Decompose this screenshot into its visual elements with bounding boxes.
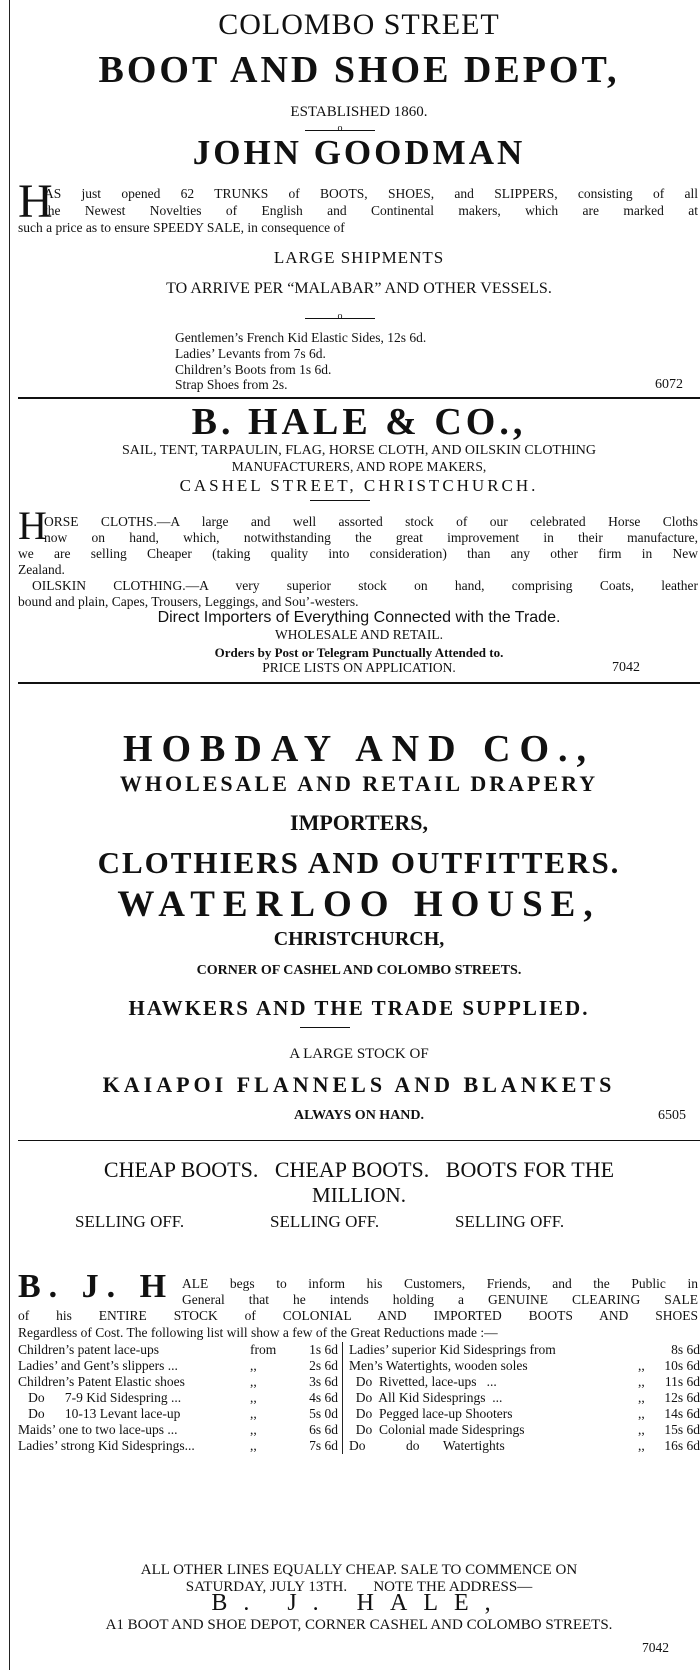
ad3-line-9: KAIAPOI FLANNELS AND BLANKETS: [102, 1072, 616, 1097]
price-marker: ,,: [638, 1406, 645, 1421]
price-marker: ,,: [250, 1374, 257, 1389]
price-item: Do 7-9 Kid Sidespring ...: [18, 1390, 182, 1405]
ad2-horse-line-4: Zealand.: [18, 562, 65, 577]
ad3-line-1: WHOLESALE AND RETAIL DRAPERY: [119, 771, 599, 796]
ad4-intro-line-4: Regardless of Cost. The following list will show a few of the Great Reductions made :—: [18, 1325, 498, 1340]
price-value: 10s 6d: [664, 1358, 700, 1373]
ad4-footer-line-2: SATURDAY, JULY 13TH. NOTE THE ADDRESS—: [185, 1579, 533, 1595]
price-marker: ,,: [638, 1358, 645, 1373]
price-row: [18, 1358, 700, 1374]
price-item: Do Rivetted, lace-ups ...: [349, 1374, 497, 1389]
ad4-footer-line-1: ALL OTHER LINES EQUALLY CHEAP. SALE TO COMMENCE ON: [140, 1562, 578, 1578]
ad4-headline-2: MILLION.: [312, 1183, 406, 1207]
ad2-horse-line-2: now on hand, which, notwithstanding the great improvement in their manufacture,: [44, 530, 698, 545]
ad4-intro-line-3: of his ENTIRE STOCK of COLONIAL AND IMPORTED BOOTS AND SHOES: [18, 1308, 698, 1323]
price-marker: ,,: [638, 1390, 645, 1405]
price-value: 11s 6d: [664, 1374, 700, 1389]
price-row: [18, 1390, 700, 1406]
ad1-large-shipments: LARGE SHIPMENTS: [273, 248, 445, 267]
ad-divider: [18, 1140, 700, 1141]
ad1-body-line-2: the Newest Novelties of English and Continental makers, which are marked at: [44, 203, 698, 218]
price-row: [18, 1406, 700, 1422]
price-item: Children’s Patent Elastic shoes: [18, 1374, 185, 1389]
ad1-proprietor: JOHN GOODMAN: [192, 133, 526, 172]
ad2-title: B. HALE & CO.,: [191, 401, 527, 443]
price-list-table: [18, 1342, 700, 1454]
price-marker: ,,: [638, 1438, 645, 1453]
ad2-horse-line-3: we are selling Cheaper (taking quality into consideration) than any other firm in New: [18, 546, 698, 561]
ad4-name-large: B. J. H: [18, 1268, 175, 1305]
column-border: [9, 0, 10, 1670]
ad2-price-lists: PRICE LISTS ON APPLICATION.: [262, 660, 456, 675]
ad2-horse-line-1: ORSE CLOTHS.—A large and well assorted stock of our celebrated Horse Cloths: [44, 514, 698, 529]
ad3-line-3: CLOTHIERS AND OUTFITTERS.: [97, 845, 621, 880]
price-item: Ladies’ strong Kid Sidesprings...: [18, 1438, 195, 1453]
ad4-signature: B. J. HALE,: [211, 1590, 507, 1616]
price-value: 1s 6d: [280, 1342, 343, 1358]
price-marker: ,,: [250, 1422, 257, 1437]
ad3-line-6: CORNER OF CASHEL AND COLOMBO STREETS.: [196, 963, 522, 978]
ad1-item: Strap Shoes from 2s.: [175, 377, 288, 392]
price-item: Maids’ one to two lace-ups ...: [18, 1422, 178, 1437]
price-value: 7s 6d: [280, 1438, 343, 1454]
ad4-address: A1 BOOT AND SHOE DEPOT, CORNER CASHEL AND COLOMBO STREETS.: [105, 1617, 613, 1633]
price-marker: ,,: [250, 1358, 257, 1373]
ad3-line-5: CHRISTCHURCH,: [273, 928, 445, 950]
price-marker: from: [250, 1342, 277, 1357]
ad1-item: Children’s Boots from 1s 6d.: [175, 362, 332, 377]
ad1-item: Gentlemen’s French Kid Elastic Sides, 12s 6d.: [175, 330, 427, 345]
price-value: 12s 6d: [664, 1390, 700, 1405]
price-item: Men’s Watertights, wooden soles: [349, 1358, 528, 1373]
price-row: [18, 1438, 700, 1454]
ad1-to-arrive: TO ARRIVE PER “MALABAR” AND OTHER VESSELS.: [166, 280, 552, 297]
price-value: 6s 6d: [280, 1422, 343, 1438]
ad1-body-line-1: AS just opened 62 TRUNKS of BOOTS, SHOES, and SLIPPERS, consisting of all: [44, 186, 698, 201]
ad2-line-1: SAIL, TENT, TARPAULIN, FLAG, HORSE CLOTH, AND OILSKIN CLOTHING: [122, 443, 596, 458]
ad3-line-10: ALWAYS ON HAND.: [293, 1108, 425, 1123]
ad1-drop-cap: H: [18, 180, 53, 224]
price-marker: ,,: [250, 1406, 257, 1421]
price-marker: [638, 1342, 658, 1358]
ad-divider: [18, 682, 700, 684]
price-value: 2s 6d: [280, 1358, 343, 1374]
ad2-drop-cap: H: [18, 507, 47, 545]
ad2-oilskin-line-1: OILSKIN CLOTHING.—A very superior stock on hand, comprising Coats, leather: [32, 578, 698, 593]
ad3-line-2: IMPORTERS,: [290, 810, 428, 835]
ad4-selling-off: SELLING OFF.: [270, 1212, 380, 1231]
ad1-headline-2: BOOT AND SHOE DEPOT,: [98, 49, 620, 91]
price-item: Do All Kid Sidesprings ...: [349, 1390, 503, 1405]
price-item: Children’s patent lace-ups: [18, 1342, 159, 1357]
price-value: 15s 6d: [664, 1422, 700, 1437]
price-item: Do do Watertights: [349, 1438, 505, 1453]
ad4-intro-line-1: ALE begs to inform his Customers, Friends, and the Public in: [182, 1276, 698, 1291]
price-item: Do Colonial made Sidesprings: [349, 1422, 525, 1437]
ad2-line-2: MANUFACTURERS, AND ROPE MAKERS,: [231, 459, 487, 474]
ad1-item: Ladies’ Levants from 7s 6d.: [175, 346, 326, 361]
price-value: 4s 6d: [280, 1390, 343, 1406]
ad3-reference-number: 6505: [658, 1108, 686, 1123]
ad4-reference-number: 7042: [642, 1640, 669, 1655]
price-item: Ladies’ and Gent’s slippers ...: [18, 1358, 178, 1373]
ad4-headline: CHEAP BOOTS. CHEAP BOOTS. BOOTS FOR THE: [103, 1157, 615, 1182]
ad1-reference-number: 6072: [655, 377, 683, 392]
price-row: [18, 1342, 700, 1358]
ad1-headline-1: COLOMBO STREET: [218, 8, 500, 41]
ornament-rule: [300, 1027, 350, 1028]
price-value: 8s 6d: [671, 1342, 700, 1357]
ad2-oilskin-line-2: bound and plain, Capes, Trousers, Leggings, and Sou’-westers.: [18, 594, 359, 609]
price-row: [18, 1422, 700, 1438]
price-item: Do 10-13 Levant lace-up: [18, 1406, 181, 1421]
ad2-reference-number: 7042: [612, 660, 640, 675]
ad2-wholesale: WHOLESALE AND RETAIL.: [274, 627, 444, 642]
ad-divider: [18, 397, 700, 399]
ad3-title: HOBDAY AND CO.,: [122, 728, 596, 770]
price-marker: ,,: [250, 1390, 257, 1405]
ad1-body-line-3: such a price as to ensure SPEEDY SALE, in consequence of: [18, 220, 345, 235]
ad3-line-7: HAWKERS AND THE TRADE SUPPLIED.: [128, 996, 590, 1020]
ornament: o: [337, 123, 343, 134]
price-value: 5s 0d: [280, 1406, 343, 1422]
price-item: Ladies’ superior Kid Sidesprings from: [349, 1342, 556, 1357]
ad3-line-8: A LARGE STOCK OF: [289, 1046, 429, 1062]
price-item: Do Pegged lace-up Shooters: [349, 1406, 513, 1421]
ad2-orders: Orders by Post or Telegram Punctually Attended to.: [214, 645, 504, 660]
price-marker: ,,: [250, 1438, 257, 1453]
ornament-rule: [310, 500, 370, 501]
price-marker: ,,: [638, 1422, 645, 1437]
ad3-line-4: WATERLOO HOUSE,: [117, 884, 601, 925]
ad4-intro-line-2: General that he intends holding a GENUINE CLEARING SALE: [182, 1292, 698, 1307]
price-value: 14s 6d: [664, 1406, 700, 1421]
ad1-established: ESTABLISHED 1860.: [290, 104, 428, 120]
ad4-selling-off: SELLING OFF.: [455, 1212, 565, 1231]
ornament: o: [337, 311, 343, 322]
price-value: 3s 6d: [280, 1374, 343, 1390]
price-value: 16s 6d: [664, 1438, 700, 1453]
price-row: [18, 1374, 700, 1390]
price-marker: ,,: [638, 1374, 645, 1389]
ad4-selling-off: SELLING OFF.: [75, 1212, 185, 1231]
ad2-importers: Direct Importers of Everything Connected with the Trade.: [157, 609, 561, 626]
ad2-line-3: CASHEL STREET, CHRISTCHURCH.: [179, 476, 539, 495]
